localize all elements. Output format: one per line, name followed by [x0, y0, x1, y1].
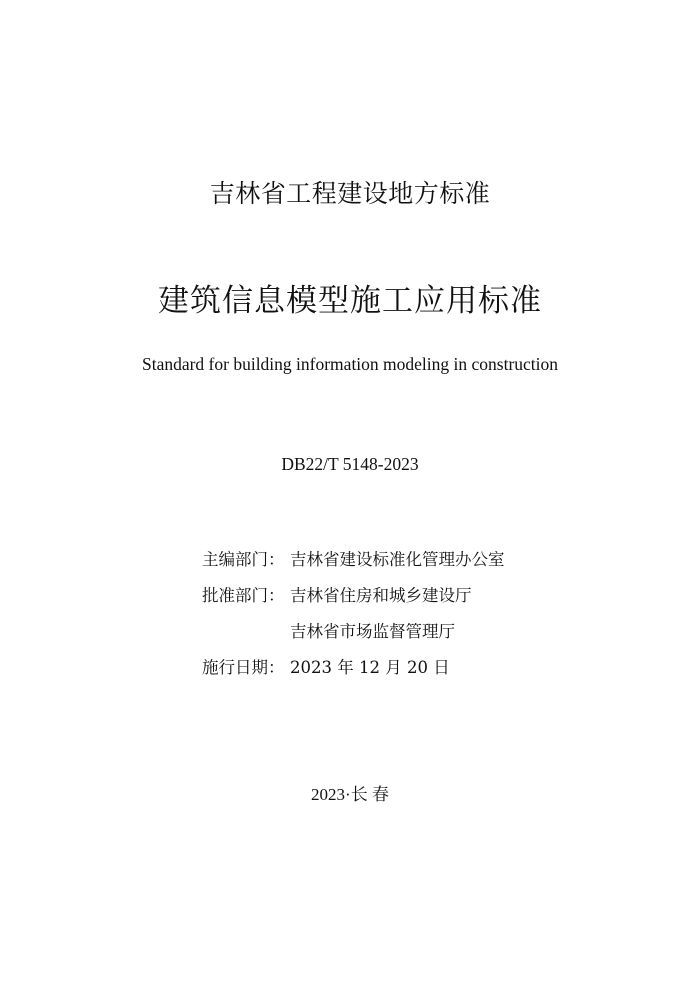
editor-department-label: 主编部门：: [202, 550, 285, 569]
english-title: Standard for building information modeling in construction: [141, 354, 559, 374]
effective-date-label: 施行日期：: [202, 658, 285, 677]
editor-department-row: [202, 548, 622, 584]
approval-department-label: 批准部门：: [202, 586, 285, 605]
approval-department-value-secondary: 吉林省市场监督管理厅: [290, 622, 455, 641]
approval-department-row: [202, 584, 622, 620]
editor-department-value: 吉林省建设标准化管理办公室: [290, 550, 505, 569]
approval-department-row-secondary: [202, 620, 622, 656]
publication-info: [202, 548, 622, 692]
approval-department-value-primary: 吉林省住房和城乡建设厅: [290, 586, 472, 605]
info-label-spacer: [202, 620, 290, 656]
publication-place-date: 2023·长 春: [311, 785, 389, 804]
standard-main-title: 建筑信息模型施工应用标准: [158, 283, 542, 319]
standard-code: DB22/T 5148-2023: [281, 454, 419, 474]
effective-date-row: [202, 656, 622, 692]
standard-series-title: 吉林省工程建设地方标准: [209, 179, 491, 208]
effective-date-value: 2023 年 12 月 20 日: [290, 658, 450, 677]
